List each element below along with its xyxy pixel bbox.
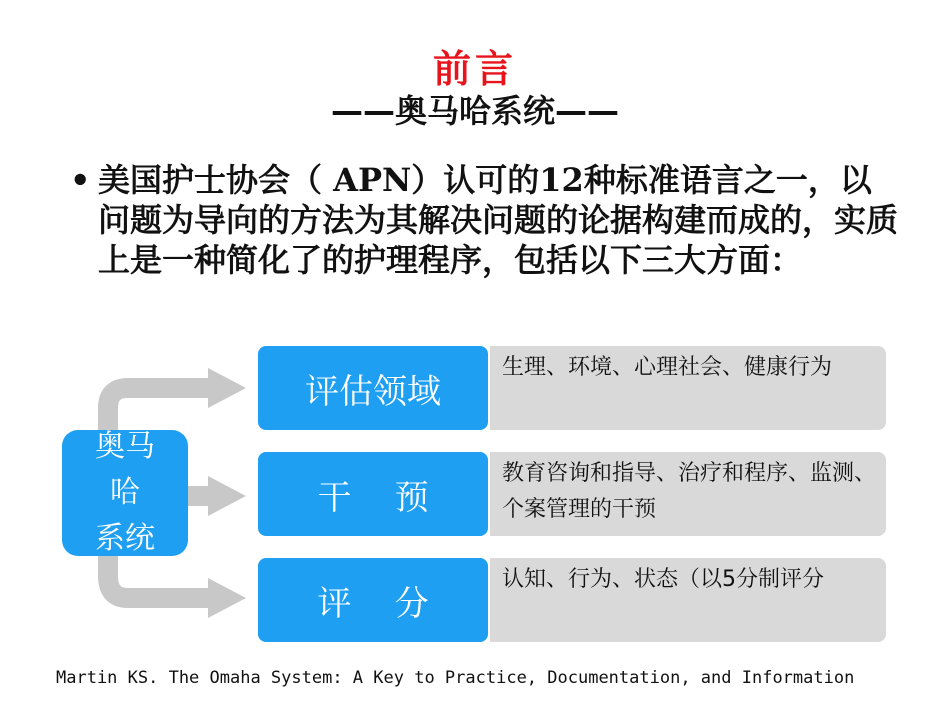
category-intervention-box: 干 预	[258, 452, 488, 536]
slide-subtitle: ——奥马哈系统——	[330, 92, 619, 130]
omaha-system-box	[62, 430, 188, 556]
category-assessment-description: 生理、环境、心理社会、健康行为	[490, 346, 886, 430]
bullet-text: 美国护士协会（ APN）认可的12种标准语言之一，以问题为导向的方法为其解决问题的论据构建而成的，实质上是一种简化了的护理程序，包括以下三大方面：	[98, 161, 899, 279]
omaha-line-1: 奥马	[95, 429, 155, 464]
arrow-shaft-bottom	[108, 556, 210, 598]
slide-title: 前言	[432, 47, 517, 91]
omaha-line-2: 哈	[110, 475, 140, 510]
omaha-line-3: 系统	[95, 521, 155, 556]
category-assessment-box: 评估领域	[258, 346, 488, 430]
arrow-head-bottom	[208, 578, 246, 618]
bullet-icon: •	[70, 161, 91, 199]
arrow-head-top	[208, 368, 246, 408]
arrow-head-middle	[208, 476, 246, 516]
category-rating-box: 评 分	[258, 558, 488, 642]
reference-citation: Martin KS. The Omaha System: A Key to Practice, Documentation, and Information	[56, 668, 855, 688]
category-intervention-description: 教育咨询和指导、治疗和程序、监测、个案管理的干预	[490, 452, 886, 536]
category-rating-description: 认知、行为、状态（以5分制评分	[490, 558, 886, 642]
